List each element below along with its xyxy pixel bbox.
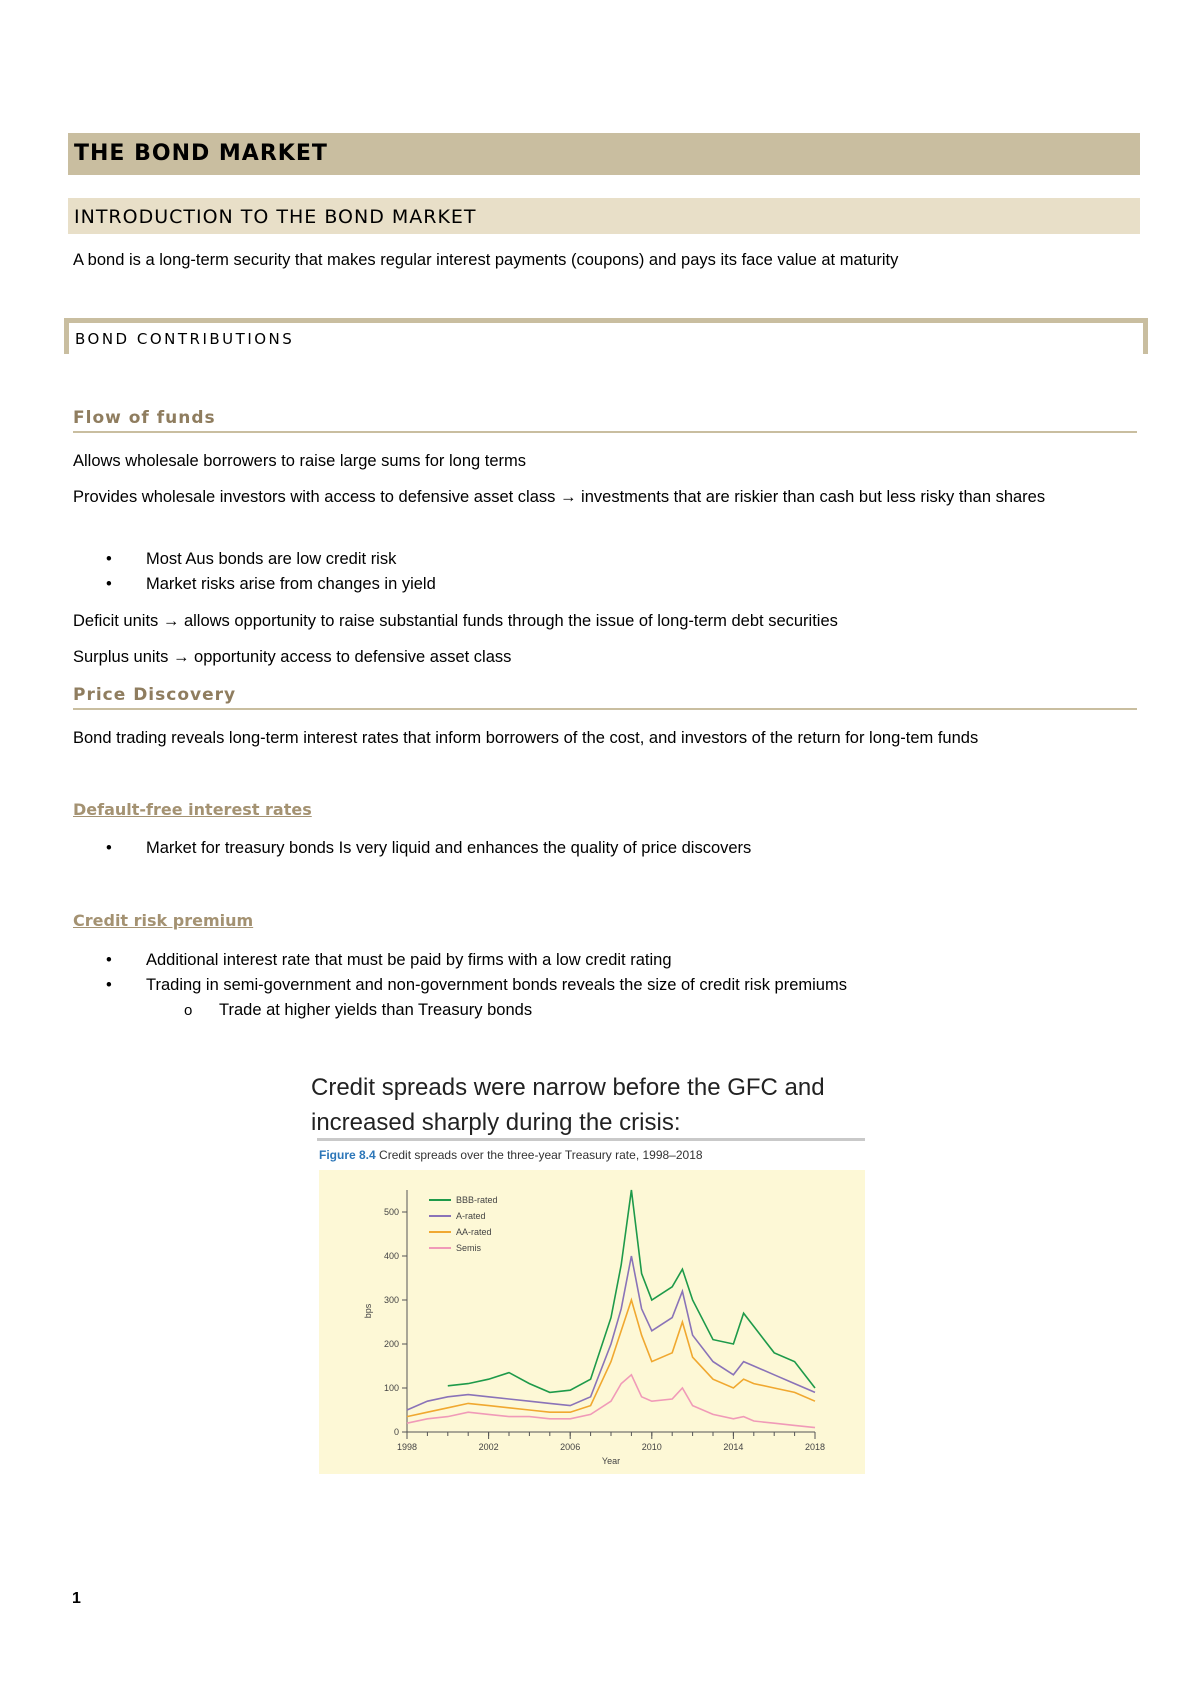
- y-tick-label: 500: [383, 1207, 399, 1217]
- x-tick-label: 2014: [723, 1442, 744, 1452]
- flow-bullet-1: Most Aus bonds are low credit risk: [146, 550, 397, 568]
- series-line-a-rated: [407, 1256, 815, 1410]
- flow-paragraph-4: Surplus units → opportunity access to defensive asset class: [73, 648, 512, 666]
- credit-risk-sub-bullet: Trade at higher yields than Treasury bonds: [219, 1001, 533, 1019]
- legend-label: AA-rated: [456, 1227, 492, 1237]
- heading-credit-risk-premium: Credit risk premium: [73, 911, 254, 930]
- credit-risk-bullet-1: Additional interest rate that must be paid by firms with a low credit rating: [146, 951, 672, 969]
- intro-paragraph: A bond is a long-term security that makes regular interest payments (coupons) and pays its face value at maturity: [73, 251, 899, 269]
- flow-paragraph-1: Allows wholesale borrowers to raise large sums for long terms: [73, 452, 527, 470]
- y-axis-label: bps: [363, 1303, 373, 1319]
- series-line-bbb-rated: [448, 1190, 815, 1392]
- x-tick-label: 1998: [396, 1442, 418, 1452]
- heading-the-bond-market: THE BOND MARKET: [68, 133, 1140, 175]
- y-tick-label: 300: [383, 1295, 399, 1305]
- flow-paragraph-3: Deficit units → allows opportunity to raise substantial funds through the issue of long-term debt securities: [73, 612, 838, 630]
- price-paragraph: Bond trading reveals long-term interest rates that inform borrowers of the cost, and investors of the return for long-tem funds: [73, 729, 979, 747]
- x-tick-label: 2010: [641, 1442, 662, 1452]
- x-tick-label: 2006: [560, 1442, 581, 1452]
- flow-bullet-2: Market risks arise from changes in yield: [146, 575, 436, 593]
- y-tick-label: 400: [383, 1251, 399, 1261]
- bullet-marker: •: [106, 550, 112, 568]
- heading-price-discovery: Price Discovery: [73, 685, 1137, 710]
- y-tick-label: 200: [383, 1339, 399, 1349]
- x-tick-label: 2002: [478, 1442, 499, 1452]
- heading-introduction: INTRODUCTION TO THE BOND MARKET: [68, 198, 1140, 234]
- legend-label: BBB-rated: [456, 1195, 498, 1205]
- y-tick-label: 100: [383, 1383, 399, 1393]
- x-tick-label: 2018: [804, 1442, 826, 1452]
- sub-bullet-marker: o: [184, 1002, 193, 1019]
- bullet-marker: •: [106, 976, 112, 994]
- credit-spreads-chart: [319, 1170, 865, 1474]
- bullet-marker: •: [106, 951, 112, 969]
- figure-label: [319, 1148, 703, 1162]
- bullet-marker: •: [106, 839, 112, 857]
- x-axis-label: Year: [601, 1456, 621, 1466]
- heading-flow-of-funds: Flow of funds: [73, 408, 1137, 433]
- page-number: 1: [72, 1590, 81, 1607]
- heading-bond-contributions: BOND CONTRIBUTIONS: [64, 318, 1148, 354]
- figure-divider: [317, 1138, 865, 1141]
- series-line-semis: [407, 1375, 815, 1428]
- flow-paragraph-2: Provides wholesale investors with access to defensive asset class → investments that are riskier than cash but less risky than shares: [73, 488, 1046, 506]
- credit-risk-bullet-2: Trading in semi-government and non-government bonds reveals the size of credit risk premiums: [146, 976, 847, 994]
- chart-svg: [319, 1170, 865, 1474]
- heading-default-free-rates: Default-free interest rates: [73, 800, 312, 819]
- bullet-marker: •: [106, 575, 112, 593]
- y-tick-label: 0: [393, 1427, 399, 1437]
- figure-caption-line-2: increased sharply during the crisis:: [311, 1109, 681, 1136]
- figure-caption-line-1: Credit spreads were narrow before the GFC and: [311, 1074, 825, 1101]
- default-free-bullet-1: Market for treasury bonds Is very liquid and enhances the quality of price discovers: [146, 839, 752, 857]
- figure-title: Credit spreads over the three-year Treasury rate, 1998–2018: [379, 1148, 703, 1162]
- legend-label: Semis: [456, 1243, 482, 1253]
- legend-label: A-rated: [456, 1211, 486, 1221]
- figure-number: Figure 8.4: [319, 1148, 376, 1162]
